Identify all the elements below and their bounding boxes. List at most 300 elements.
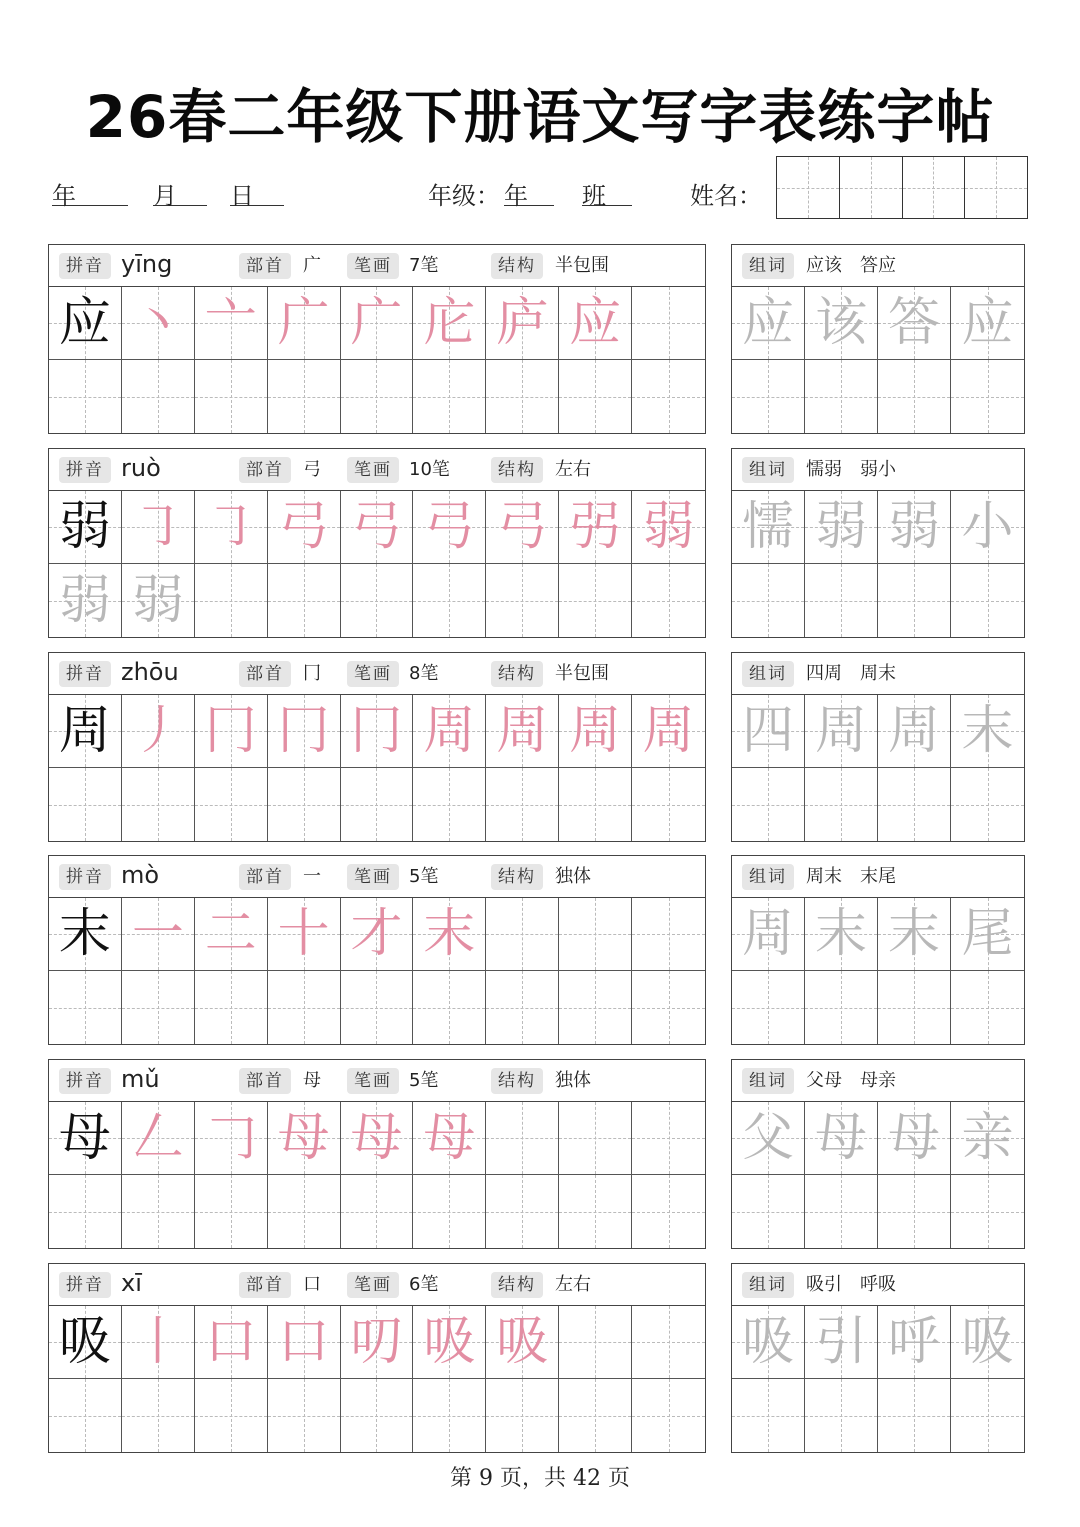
pinyin-tag: 拼音 xyxy=(59,457,111,483)
pinyin-tag: 拼音 xyxy=(59,864,111,890)
name-cell[interactable] xyxy=(840,157,903,218)
word-writing-cell[interactable] xyxy=(951,287,1024,360)
word-practice-block xyxy=(731,1263,1025,1453)
stroke-order-step: 广 xyxy=(350,293,403,353)
word-trace-character: 该 xyxy=(814,293,867,353)
pinyin-tag: 拼音 xyxy=(59,1272,111,1298)
words-tag: 组词 xyxy=(742,457,794,483)
word-writing-cell[interactable] xyxy=(951,564,1024,637)
word-trace-character: 懦 xyxy=(741,497,794,557)
stroke-order-step: 口 xyxy=(204,1312,257,1372)
model-character: 吸 xyxy=(58,1312,111,1372)
writing-cell[interactable] xyxy=(486,564,559,637)
writing-cell[interactable] xyxy=(559,1379,632,1452)
word-writing-cell[interactable] xyxy=(805,1379,878,1452)
writing-cell[interactable] xyxy=(486,695,559,768)
pinyin-tag: 拼音 xyxy=(59,253,111,279)
word-writing-cell[interactable] xyxy=(878,898,951,971)
writing-cell[interactable] xyxy=(559,695,632,768)
words-value: 父母 母亲 xyxy=(806,1070,896,1091)
word-writing-cell[interactable] xyxy=(951,1306,1024,1379)
word-trace-character: 周 xyxy=(887,701,940,761)
writing-cell[interactable] xyxy=(413,1102,486,1175)
stroke-order-step: ㇆ xyxy=(131,497,184,557)
radical-tag: 部首 xyxy=(239,1068,291,1094)
pinyin-value: ruò xyxy=(121,454,161,482)
char-info-header xyxy=(49,245,705,287)
stroke-order-step: 周 xyxy=(496,701,549,761)
structure-tag: 结构 xyxy=(491,661,543,687)
writing-cell[interactable] xyxy=(413,1379,486,1452)
radical-tag: 部首 xyxy=(239,253,291,279)
word-trace-character: 吸 xyxy=(961,1312,1014,1372)
writing-cell[interactable] xyxy=(195,564,268,637)
writing-cell[interactable] xyxy=(195,491,268,564)
char-info-header xyxy=(49,856,705,898)
stroke-order-step: 母 xyxy=(350,1108,403,1168)
writing-cell[interactable] xyxy=(341,360,414,433)
word-writing-cell[interactable] xyxy=(878,695,951,768)
pinyin-value: yīng xyxy=(121,250,173,278)
radical-value: 母 xyxy=(303,1070,321,1091)
writing-cell[interactable] xyxy=(413,768,486,841)
char-practice-block xyxy=(48,1263,706,1453)
writing-cell[interactable] xyxy=(49,360,122,433)
stroke-order-step: 弱 xyxy=(642,497,695,557)
word-trace-character: 弱 xyxy=(814,497,867,557)
words-value: 吸引 呼吸 xyxy=(806,1274,896,1295)
word-writing-grid xyxy=(732,898,1024,1044)
writing-cell[interactable] xyxy=(486,768,559,841)
pinyin-value: zhōu xyxy=(121,658,179,686)
writing-cell[interactable] xyxy=(268,768,341,841)
writing-cell[interactable] xyxy=(122,1102,195,1175)
stroke-order-step: 丶 xyxy=(131,293,184,353)
writing-cell[interactable] xyxy=(486,287,559,360)
writing-cell[interactable] xyxy=(195,1306,268,1379)
writing-cell[interactable] xyxy=(486,1306,559,1379)
word-writing-cell[interactable] xyxy=(878,1102,951,1175)
radical-value: 冂 xyxy=(303,663,321,684)
word-writing-cell[interactable] xyxy=(805,491,878,564)
word-trace-character: 小 xyxy=(961,497,1014,557)
writing-cell[interactable] xyxy=(413,491,486,564)
radical-tag: 部首 xyxy=(239,1272,291,1298)
word-writing-cell[interactable] xyxy=(732,768,805,841)
writing-cell[interactable] xyxy=(559,1175,632,1248)
stroke-order-step: 周 xyxy=(423,701,476,761)
writing-grid xyxy=(49,898,705,1044)
writing-cell[interactable] xyxy=(341,491,414,564)
radical-value: 口 xyxy=(303,1274,321,1295)
word-trace-character: 周 xyxy=(814,701,867,761)
writing-cell[interactable] xyxy=(559,971,632,1044)
stroke-order-step: 亠 xyxy=(204,293,257,353)
word-writing-cell[interactable] xyxy=(878,360,951,433)
writing-cell[interactable] xyxy=(268,898,341,971)
char-practice-block xyxy=(48,855,706,1045)
strokes-tag: 笔画 xyxy=(347,1068,399,1094)
writing-cell[interactable] xyxy=(632,768,705,841)
writing-cell[interactable] xyxy=(413,1306,486,1379)
structure-value: 独体 xyxy=(555,1070,591,1091)
writing-cell[interactable] xyxy=(268,360,341,433)
word-writing-cell[interactable] xyxy=(805,768,878,841)
trace-character: 弱 xyxy=(58,570,111,631)
writing-cell[interactable] xyxy=(486,971,559,1044)
word-practice-block xyxy=(731,1059,1025,1249)
writing-cell[interactable] xyxy=(268,1175,341,1248)
word-practice-block xyxy=(731,652,1025,842)
word-writing-cell[interactable] xyxy=(732,898,805,971)
word-trace-character: 答 xyxy=(887,293,940,353)
writing-cell[interactable] xyxy=(413,695,486,768)
char-info-header xyxy=(49,1264,705,1306)
stroke-order-step: ㇆ xyxy=(204,497,257,557)
writing-cell[interactable] xyxy=(122,1175,195,1248)
writing-cell[interactable] xyxy=(268,695,341,768)
writing-cell[interactable] xyxy=(486,1379,559,1452)
pinyin-tag: 拼音 xyxy=(59,1068,111,1094)
word-writing-cell[interactable] xyxy=(805,360,878,433)
writing-cell[interactable] xyxy=(49,1379,122,1452)
writing-cell[interactable] xyxy=(49,1306,122,1379)
writing-cell[interactable] xyxy=(195,898,268,971)
word-writing-cell[interactable] xyxy=(878,1306,951,1379)
writing-cell[interactable] xyxy=(195,1175,268,1248)
writing-cell[interactable] xyxy=(49,491,122,564)
model-character: 周 xyxy=(58,701,111,761)
writing-cell[interactable] xyxy=(195,287,268,360)
strokes-tag: 笔画 xyxy=(347,253,399,279)
word-practice-block xyxy=(731,448,1025,638)
writing-cell[interactable] xyxy=(559,1306,632,1379)
word-writing-cell[interactable] xyxy=(732,1175,805,1248)
writing-cell[interactable] xyxy=(49,695,122,768)
word-writing-cell[interactable] xyxy=(732,971,805,1044)
writing-cell[interactable] xyxy=(413,360,486,433)
stroke-order-step: 周 xyxy=(569,701,622,761)
writing-cell[interactable] xyxy=(49,564,122,637)
writing-cell[interactable] xyxy=(195,768,268,841)
radical-tag: 部首 xyxy=(239,457,291,483)
strokes-tag: 笔画 xyxy=(347,457,399,483)
words-value: 懦弱 弱小 xyxy=(806,459,896,480)
word-trace-character: 应 xyxy=(961,293,1014,353)
writing-cell[interactable] xyxy=(632,695,705,768)
structure-tag: 结构 xyxy=(491,1068,543,1094)
writing-cell[interactable] xyxy=(268,564,341,637)
name-cell[interactable] xyxy=(777,157,840,218)
writing-cell[interactable] xyxy=(632,1175,705,1248)
stroke-order-step: 吸 xyxy=(496,1312,549,1372)
writing-cell[interactable] xyxy=(49,768,122,841)
words-tag: 组词 xyxy=(742,864,794,890)
word-writing-cell[interactable] xyxy=(805,564,878,637)
word-trace-character: 末 xyxy=(814,904,867,964)
word-writing-cell[interactable] xyxy=(805,695,878,768)
writing-cell[interactable] xyxy=(486,1102,559,1175)
writing-cell[interactable] xyxy=(341,898,414,971)
char-info-header xyxy=(49,653,705,695)
word-trace-character: 尾 xyxy=(961,904,1014,964)
word-trace-character: 末 xyxy=(961,701,1014,761)
word-trace-character: 父 xyxy=(741,1108,794,1168)
writing-cell[interactable] xyxy=(559,564,632,637)
word-writing-cell[interactable] xyxy=(732,287,805,360)
writing-cell[interactable] xyxy=(195,1102,268,1175)
writing-cell[interactable] xyxy=(559,360,632,433)
word-writing-cell[interactable] xyxy=(732,1306,805,1379)
strokes-tag: 笔画 xyxy=(347,1272,399,1298)
writing-cell[interactable] xyxy=(268,1102,341,1175)
word-writing-cell[interactable] xyxy=(951,1175,1024,1248)
name-cell[interactable] xyxy=(965,157,1027,218)
word-trace-character: 母 xyxy=(887,1108,940,1168)
stroke-order-step: 冂 xyxy=(277,701,330,761)
stroke-order-step: 弓 xyxy=(423,497,476,557)
word-writing-cell[interactable] xyxy=(878,1379,951,1452)
word-writing-cell[interactable] xyxy=(951,695,1024,768)
stroke-order-step: 𠃋 xyxy=(131,1108,184,1168)
strokes-tag: 笔画 xyxy=(347,661,399,687)
word-trace-character: 弱 xyxy=(887,497,940,557)
writing-cell[interactable] xyxy=(559,287,632,360)
word-writing-cell[interactable] xyxy=(878,1175,951,1248)
word-writing-cell[interactable] xyxy=(951,360,1024,433)
words-header xyxy=(732,653,1024,695)
writing-cell[interactable] xyxy=(486,1175,559,1248)
structure-value: 独体 xyxy=(555,866,591,887)
stroke-order-step: 冂 xyxy=(350,701,403,761)
word-trace-character: 亲 xyxy=(961,1108,1014,1168)
word-writing-cell[interactable] xyxy=(732,1379,805,1452)
writing-cell[interactable] xyxy=(341,564,414,637)
writing-cell[interactable] xyxy=(632,898,705,971)
word-writing-cell[interactable] xyxy=(732,1102,805,1175)
writing-cell[interactable] xyxy=(341,287,414,360)
stroke-order-step: 口 xyxy=(277,1312,330,1372)
stroke-order-step: 弓 xyxy=(496,497,549,557)
stroke-order-step: 庀 xyxy=(423,293,476,353)
words-tag: 组词 xyxy=(742,1068,794,1094)
word-writing-cell[interactable] xyxy=(732,360,805,433)
strokes-value: 5笔 xyxy=(409,866,439,887)
writing-grid xyxy=(49,1102,705,1248)
grade-label: 年级： xyxy=(428,182,500,210)
writing-cell[interactable] xyxy=(122,491,195,564)
writing-grid xyxy=(49,1306,705,1452)
writing-cell[interactable] xyxy=(413,1175,486,1248)
grade-year-label: 年 xyxy=(504,182,528,210)
writing-cell[interactable] xyxy=(49,898,122,971)
word-trace-character: 应 xyxy=(741,293,794,353)
word-writing-cell[interactable] xyxy=(805,971,878,1044)
char-practice-block xyxy=(48,652,706,842)
word-writing-cell[interactable] xyxy=(951,898,1024,971)
word-writing-grid xyxy=(732,1306,1024,1452)
word-trace-character: 四 xyxy=(741,701,794,761)
strokes-value: 10笔 xyxy=(409,459,450,480)
writing-cell[interactable] xyxy=(341,1102,414,1175)
char-info-header xyxy=(49,1060,705,1102)
word-writing-cell[interactable] xyxy=(951,1102,1024,1175)
model-character: 末 xyxy=(58,904,111,964)
word-writing-cell[interactable] xyxy=(805,1102,878,1175)
writing-cell[interactable] xyxy=(341,695,414,768)
stroke-order-step: 𠃌 xyxy=(204,1108,257,1168)
writing-cell[interactable] xyxy=(559,898,632,971)
radical-value: 弓 xyxy=(303,459,321,480)
words-header xyxy=(732,1264,1024,1306)
word-trace-character: 呼 xyxy=(887,1312,940,1372)
writing-cell[interactable] xyxy=(486,491,559,564)
class-label: 班 xyxy=(582,182,606,210)
writing-grid xyxy=(49,695,705,841)
words-tag: 组词 xyxy=(742,661,794,687)
writing-cell[interactable] xyxy=(195,1379,268,1452)
writing-cell[interactable] xyxy=(632,491,705,564)
word-writing-cell[interactable] xyxy=(951,1379,1024,1452)
radical-tag: 部首 xyxy=(239,864,291,890)
writing-cell[interactable] xyxy=(268,1306,341,1379)
word-writing-cell[interactable] xyxy=(951,971,1024,1044)
writing-cell[interactable] xyxy=(268,1379,341,1452)
model-character: 弱 xyxy=(58,497,111,557)
name-grid[interactable] xyxy=(776,156,1028,219)
year-label: 年 xyxy=(52,182,76,210)
writing-cell[interactable] xyxy=(268,287,341,360)
stroke-order-step: 十 xyxy=(277,904,330,964)
word-writing-cell[interactable] xyxy=(805,1306,878,1379)
writing-cell[interactable] xyxy=(632,564,705,637)
writing-cell[interactable] xyxy=(632,360,705,433)
writing-cell[interactable] xyxy=(632,971,705,1044)
writing-cell[interactable] xyxy=(341,1175,414,1248)
words-header xyxy=(732,245,1024,287)
words-value: 周末 末尾 xyxy=(806,866,896,887)
writing-cell[interactable] xyxy=(632,1306,705,1379)
writing-cell[interactable] xyxy=(122,287,195,360)
words-tag: 组词 xyxy=(742,253,794,279)
word-writing-cell[interactable] xyxy=(805,287,878,360)
word-writing-cell[interactable] xyxy=(732,564,805,637)
stroke-order-step: 广 xyxy=(277,293,330,353)
writing-cell[interactable] xyxy=(268,491,341,564)
writing-cell[interactable] xyxy=(559,491,632,564)
writing-cell[interactable] xyxy=(49,1102,122,1175)
stroke-order-step: 吸 xyxy=(423,1312,476,1372)
word-writing-cell[interactable] xyxy=(732,491,805,564)
month-label: 月 xyxy=(153,182,177,210)
writing-cell[interactable] xyxy=(559,1102,632,1175)
writing-cell[interactable] xyxy=(49,971,122,1044)
word-writing-cell[interactable] xyxy=(878,491,951,564)
word-writing-cell[interactable] xyxy=(878,287,951,360)
stroke-order-step: 庐 xyxy=(496,293,549,353)
name-cell[interactable] xyxy=(903,157,966,218)
word-trace-character: 母 xyxy=(814,1108,867,1168)
word-practice-block xyxy=(731,244,1025,434)
date-line xyxy=(0,176,770,216)
writing-cell[interactable] xyxy=(341,971,414,1044)
stroke-order-step: 丨 xyxy=(131,1312,184,1372)
structure-value: 半包围 xyxy=(555,663,609,684)
word-writing-grid xyxy=(732,491,1024,637)
char-practice-block xyxy=(48,448,706,638)
writing-cell[interactable] xyxy=(486,360,559,433)
writing-cell[interactable] xyxy=(122,971,195,1044)
writing-cell[interactable] xyxy=(122,768,195,841)
word-writing-cell[interactable] xyxy=(805,898,878,971)
word-trace-character: 末 xyxy=(887,904,940,964)
writing-cell[interactable] xyxy=(341,1306,414,1379)
stroke-order-step: 弜 xyxy=(569,497,622,557)
writing-cell[interactable] xyxy=(486,898,559,971)
word-writing-cell[interactable] xyxy=(732,695,805,768)
strokes-value: 6笔 xyxy=(409,1274,439,1295)
strokes-value: 8笔 xyxy=(409,663,439,684)
word-writing-cell[interactable] xyxy=(878,564,951,637)
writing-cell[interactable] xyxy=(122,1379,195,1452)
words-value: 四周 周末 xyxy=(806,663,896,684)
strokes-value: 5笔 xyxy=(409,1070,439,1091)
word-trace-character: 吸 xyxy=(741,1312,794,1372)
writing-cell[interactable] xyxy=(341,768,414,841)
writing-cell[interactable] xyxy=(49,287,122,360)
writing-cell[interactable] xyxy=(122,360,195,433)
writing-cell[interactable] xyxy=(268,971,341,1044)
writing-cell[interactable] xyxy=(413,898,486,971)
pinyin-value: mò xyxy=(121,861,160,889)
writing-cell[interactable] xyxy=(122,564,195,637)
stroke-order-step: 一 xyxy=(131,904,184,964)
writing-cell[interactable] xyxy=(49,1175,122,1248)
word-writing-cell[interactable] xyxy=(878,971,951,1044)
writing-cell[interactable] xyxy=(632,1102,705,1175)
writing-cell[interactable] xyxy=(195,971,268,1044)
writing-cell[interactable] xyxy=(413,971,486,1044)
word-writing-cell[interactable] xyxy=(951,768,1024,841)
day-label: 日 xyxy=(230,182,254,210)
stroke-order-step: 母 xyxy=(277,1108,330,1168)
writing-cell[interactable] xyxy=(122,695,195,768)
stroke-order-step: 二 xyxy=(204,904,257,964)
stroke-order-step: 叨 xyxy=(350,1312,403,1372)
radical-tag: 部首 xyxy=(239,661,291,687)
writing-cell[interactable] xyxy=(559,768,632,841)
writing-cell[interactable] xyxy=(341,1379,414,1452)
writing-cell[interactable] xyxy=(195,360,268,433)
writing-cell[interactable] xyxy=(413,287,486,360)
writing-cell[interactable] xyxy=(413,564,486,637)
structure-value: 左右 xyxy=(555,459,591,480)
writing-cell[interactable] xyxy=(122,1306,195,1379)
structure-value: 半包围 xyxy=(555,255,609,276)
word-writing-cell[interactable] xyxy=(805,1175,878,1248)
writing-cell[interactable] xyxy=(195,695,268,768)
writing-cell[interactable] xyxy=(632,287,705,360)
radical-value: 广 xyxy=(303,255,321,276)
stroke-order-step: 周 xyxy=(642,701,695,761)
writing-cell[interactable] xyxy=(122,898,195,971)
writing-cell[interactable] xyxy=(632,1379,705,1452)
word-writing-cell[interactable] xyxy=(951,491,1024,564)
page-title: 26春二年级下册语文写字表练字帖 xyxy=(85,83,995,151)
word-writing-cell[interactable] xyxy=(878,768,951,841)
name-label: 姓名： xyxy=(690,182,762,210)
stroke-order-step: 应 xyxy=(569,293,622,353)
